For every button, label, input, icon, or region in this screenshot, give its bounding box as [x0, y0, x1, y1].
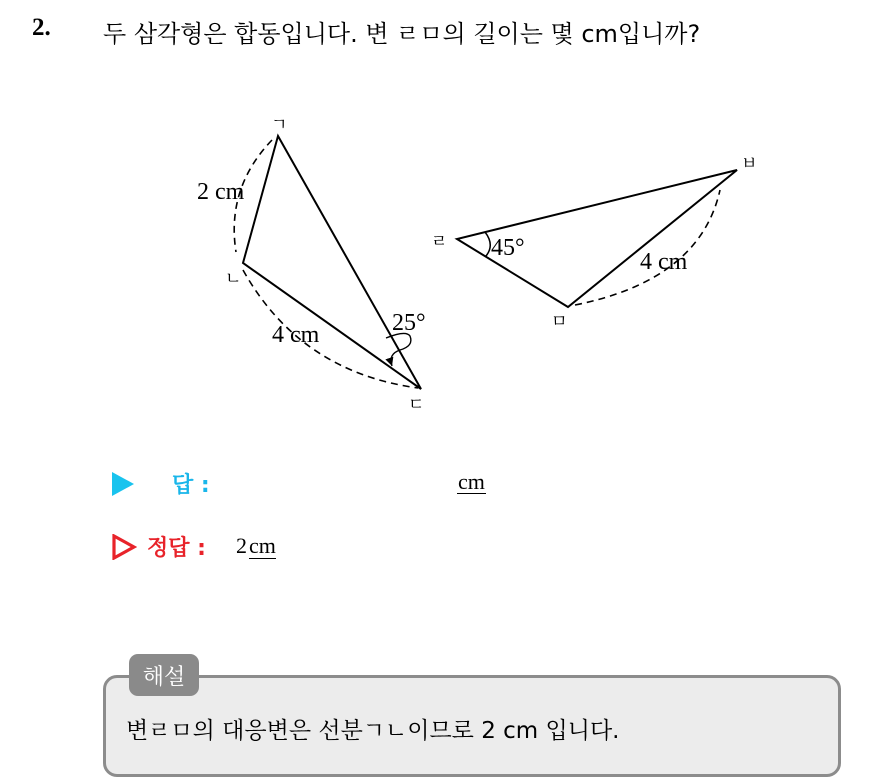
explanation-tab: 해설: [129, 654, 199, 696]
side-arc-right: [575, 190, 720, 305]
vertex-label-left: ㄹ: [431, 232, 448, 252]
angle-label: 45°: [491, 235, 525, 261]
vertex-label-right: ㅂ: [741, 154, 758, 174]
vertex-label-bottom: ㄷ: [408, 395, 425, 415]
answer-label: 답 :: [172, 473, 210, 498]
vertex-label-left: ㄴ: [225, 269, 242, 289]
solid-triangle-icon: [112, 472, 134, 496]
vertex-label-top: ㄱ: [271, 115, 288, 135]
outline-triangle-icon: [111, 534, 137, 560]
left-triangle-outline: [243, 136, 421, 389]
solution-label: 정답 :: [147, 536, 206, 561]
explanation-text: 변ㄹㅁ의 대응변은 선분ㄱㄴ이므로 2 cm 입니다.: [126, 718, 620, 744]
solution-unit: cm: [249, 533, 276, 558]
left-triangle: [197, 115, 426, 415]
angle-label: 25°: [392, 310, 426, 336]
solution-row: [111, 531, 206, 562]
question-text: 두 삼각형은 합동입니다. 변 ㄹㅁ의 길이는 몇 cm입니까?: [103, 20, 701, 48]
vertex-label-bottom: ㅁ: [551, 312, 568, 332]
solution-answer: [236, 533, 276, 559]
question-number: 2.: [32, 14, 51, 41]
solution-value: 2: [236, 533, 247, 558]
side-length-bottom: 4 cm: [272, 322, 320, 348]
side-length-top: 2 cm: [197, 179, 245, 205]
right-triangle: [431, 154, 757, 332]
angle-arc: [485, 232, 490, 256]
answer-unit: cm: [458, 469, 485, 494]
answer-row: [112, 468, 210, 499]
side-length: 4 cm: [640, 249, 688, 275]
